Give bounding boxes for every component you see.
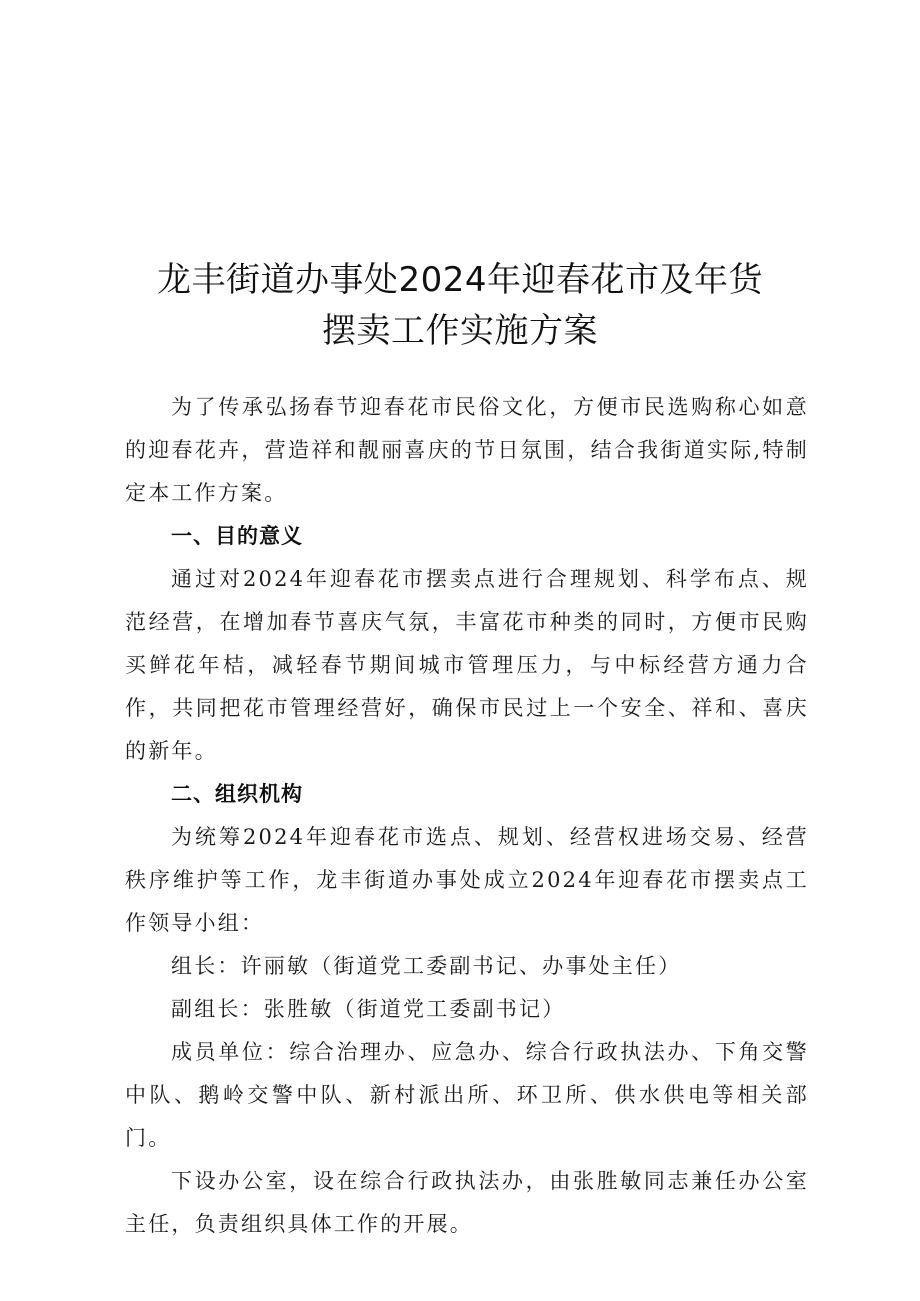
section-heading-organization: 二、组织机构 <box>171 782 303 806</box>
intro-paragraph: 为了传承弘扬春节迎春花市民俗文化，方便市民选购称心如意的迎春花卉，营造祥和靓丽喜庆的节日氛围，结合我街道实际,特制定本工作方案。 <box>125 395 809 505</box>
section-heading-purpose: 一、目的意义 <box>171 524 303 548</box>
organization-paragraph: 为统筹2024年迎春花市选点、规划、经营权进场交易、经营秩序维护等工作，龙丰街道办事处成立2024年迎春花市摆卖点工作领导小组： <box>125 825 809 935</box>
group-leader-line: 组长：许丽敏（街道党工委副书记、办事处主任） <box>171 954 682 978</box>
document-body <box>125 386 809 1246</box>
purpose-paragraph: 通过对2024年迎春花市摆卖点进行合理规划、科学布点、规范经营，在增加春节喜庆气氛，丰富花市种类的同时，方便市民购买鲜花年桔，减轻春节期间城市管理压力，与中标经营方通力合作，共同把花市管理经营好，确保市民过上一个安全、祥和、喜庆的新年。 <box>125 567 809 763</box>
office-paragraph: 下设办公室，设在综合行政执法办，由张胜敏同志兼任办公室主任，负责组织具体工作的开展。 <box>125 1169 809 1236</box>
document-title-line-1: 龙丰街道办事处2024年迎春花市及年货 <box>156 260 764 300</box>
deputy-leader-line: 副组长：张胜敏（街道党工委副书记） <box>171 997 566 1021</box>
document-title-line-2: 摆卖工作实施方案 <box>322 311 598 351</box>
member-units-paragraph: 成员单位：综合治理办、应急办、综合行政执法办、下角交警中队、鹅岭交警中队、新村派出所、环卫所、供水供电等相关部门。 <box>125 1040 809 1150</box>
